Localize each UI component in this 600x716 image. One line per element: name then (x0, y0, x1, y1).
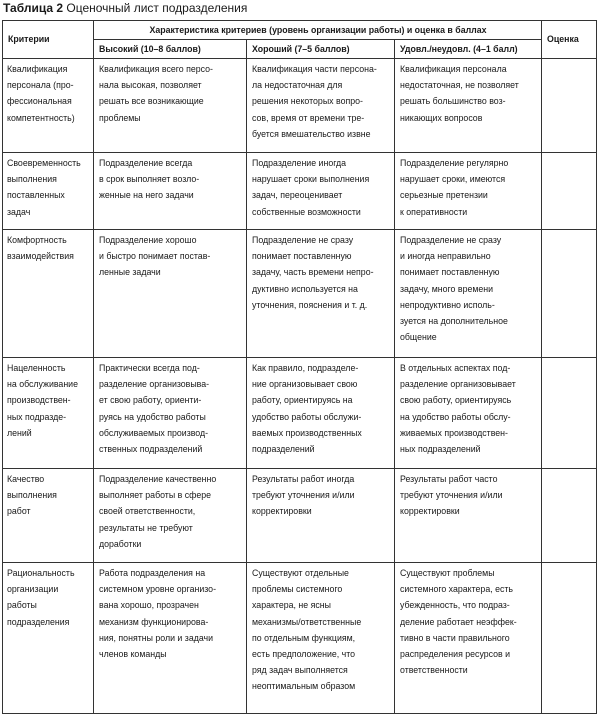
low-level-cell: Подразделение не сразу и иногда неправильно понимает поставленную задачу, много времени непродуктивно исполь- зуется на дополнительное общение (395, 230, 542, 358)
criterion-cell: Квалификация персонала (про- фессиональная компетентность) (3, 59, 94, 153)
low-level-cell: Существуют проблемы системного характера, есть убежденность, что подраз- деление работает неэффек- тивно в части правильного распределения ресурсов и ответственности (395, 563, 542, 714)
high-level-cell: Практически всегда под- разделение организовыва- ет свою работу, ориенти- руясь на удобство работы обслуживаемых производ- ственных подразделений (94, 358, 247, 469)
header-level-high: Высокий (10–8 баллов) (94, 40, 247, 59)
score-cell (542, 230, 597, 358)
table-row (3, 230, 597, 358)
criterion-cell: Нацеленность на обслуживание производствен- ных подразде- лений (3, 358, 94, 469)
low-level-cell: Результаты работ часто требуют уточнения и/или корректировки (395, 469, 542, 563)
caption-title: Оценочный лист подразделения (66, 1, 248, 15)
header-level-good: Хороший (7–5 баллов) (247, 40, 395, 59)
score-cell (542, 563, 597, 714)
table-row (3, 358, 597, 469)
good-level-cell: Подразделение иногда нарушает сроки выполнения задач, переоценивает собственные возможности (247, 153, 395, 230)
table-caption (3, 1, 247, 15)
low-level-cell: Подразделение регулярно нарушает сроки, имеются серьезные претензии к оперативности (395, 153, 542, 230)
good-level-cell: Квалификация части персона- ла недостаточная для решения некоторых вопро- сов, время от времени тре- буется вмешательство извне (247, 59, 395, 153)
good-level-cell: Как правило, подразделе- ние организовывает свою работу, ориентируясь на удобство работы обслужи- ваемых производственных подразделений (247, 358, 395, 469)
criterion-cell: Своевременность выполнения поставленных задач (3, 153, 94, 230)
header-score: Оценка (542, 21, 597, 59)
evaluation-table (2, 20, 597, 714)
high-level-cell: Подразделение качественно выполняет работы в сфере своей ответственности, результаты не требуют доработки (94, 469, 247, 563)
header-criteria: Критерии (3, 21, 94, 59)
header-row-top (3, 21, 597, 40)
table-row (3, 59, 597, 153)
high-level-cell: Квалификация всего персо- нала высокая, позволяет решать все возникающие проблемы (94, 59, 247, 153)
score-cell (542, 469, 597, 563)
table-row (3, 469, 597, 563)
score-cell (542, 59, 597, 153)
criterion-cell: Комфортность взаимодействия (3, 230, 94, 358)
low-level-cell: В отдельных аспектах под- разделение организовывает свою работу, ориентируясь на удобство работы обслу- живаемых производствен- ных подразделений (395, 358, 542, 469)
header-characteristics: Характеристика критериев (уровень организации работы) и оценка в баллах (94, 21, 542, 40)
caption-label: Таблица 2 (3, 1, 64, 15)
table-row (3, 153, 597, 230)
good-level-cell: Существуют отдельные проблемы системного характера, не ясны механизмы/ответственные по отдельным функциям, есть предположение, что ряд задач выполняется неоптимальным образом (247, 563, 395, 714)
table-row (3, 563, 597, 714)
score-cell (542, 153, 597, 230)
high-level-cell: Подразделение хорошо и быстро понимает постав- ленные задачи (94, 230, 247, 358)
header-level-low: Удовл./неудовл. (4–1 балл) (395, 40, 542, 59)
low-level-cell: Квалификация персонала недостаточная, не позволяет решать большинство воз- никающих вопросов (395, 59, 542, 153)
score-cell (542, 358, 597, 469)
criterion-cell: Рациональность организации работы подразделения (3, 563, 94, 714)
good-level-cell: Результаты работ иногда требуют уточнения и/или корректировки (247, 469, 395, 563)
high-level-cell: Работа подразделения на системном уровне организо- вана хорошо, прозрачен механизм функционирова- ния, понятны роли и задачи членов команды (94, 563, 247, 714)
good-level-cell: Подразделение не сразу понимает поставленную задачу, часть времени непро- дуктивно используется на уточнения, пояснения и т. д. (247, 230, 395, 358)
criterion-cell: Качество выполнения работ (3, 469, 94, 563)
high-level-cell: Подразделение всегда в срок выполняет возло- женные на него задачи (94, 153, 247, 230)
